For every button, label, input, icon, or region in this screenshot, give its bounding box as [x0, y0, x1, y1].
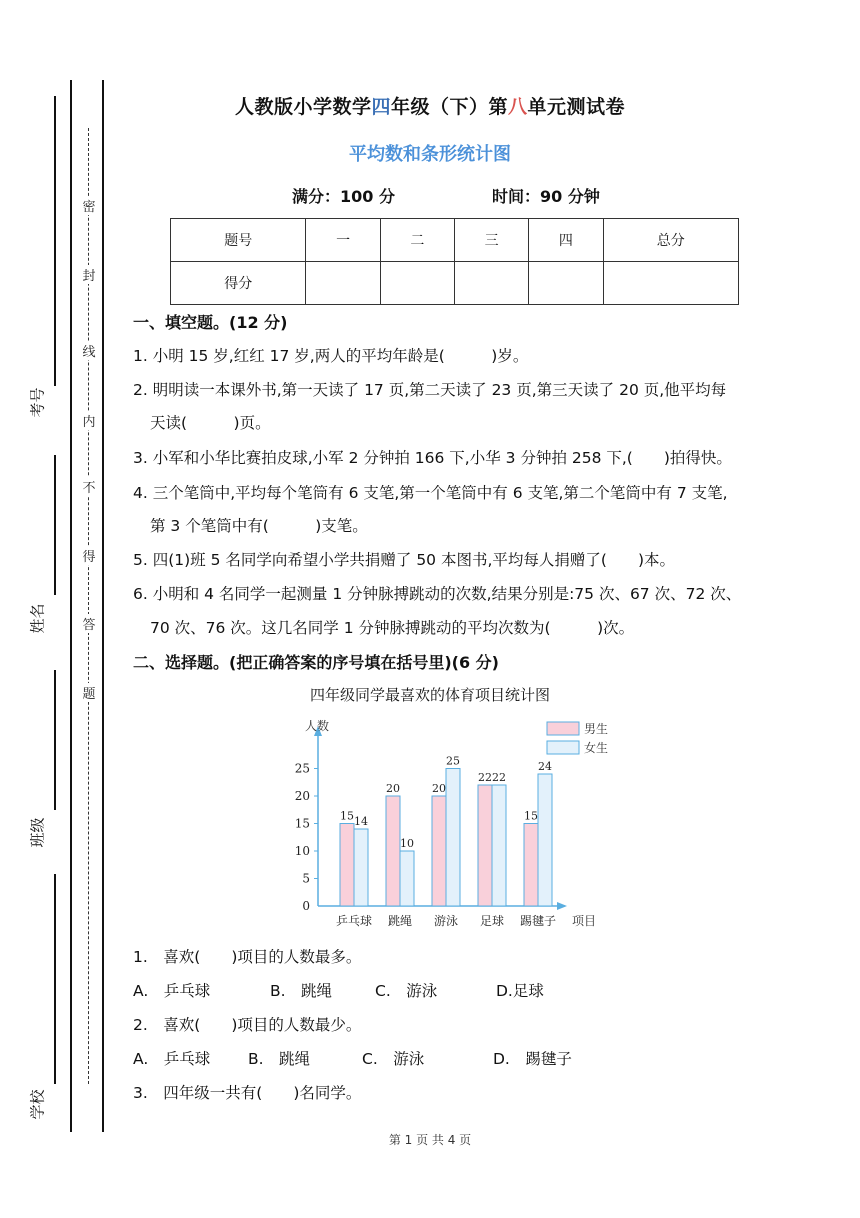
choice-question-2: 2. 喜欢( )项目的人数最少。: [133, 1016, 362, 1034]
choice-question-1: 1. 喜欢( )项目的人数最多。: [133, 948, 362, 966]
bar: [432, 796, 446, 906]
full-score: 满分：100 分: [292, 187, 395, 206]
y-tick-label: 10: [294, 844, 310, 858]
question-3: 3. 小军和小华比赛拍皮球,小军 2 分钟拍 166 下,小华 3 分钟拍 258 下,( )拍得快。: [133, 449, 732, 467]
table-cell: 题号: [171, 219, 306, 262]
y-tick-label: 20: [294, 789, 310, 803]
choice-2-option-b: B. 跳绳: [248, 1050, 311, 1068]
bar-value-label: 14: [354, 815, 368, 828]
question-4: 4. 三个笔筒中,平均每个笔筒有 6 支笔,第一个笔筒中有 6 支笔,第二个笔筒中有 7 支笔,: [133, 484, 728, 502]
score-input-cell[interactable]: [380, 262, 454, 305]
x-axis-label: 项目: [572, 914, 597, 928]
bar: [446, 769, 460, 907]
page-subtitle: 平均数和条形统计图: [349, 144, 511, 165]
bar: [538, 774, 552, 906]
seal-char: 线: [81, 341, 97, 360]
score-input-cell[interactable]: [306, 262, 380, 305]
y-tick-label: 5: [302, 871, 310, 886]
legend-label: 男生: [584, 722, 609, 736]
class-label: 班级: [28, 817, 47, 848]
bar-value-label: 15: [340, 809, 354, 823]
bar: [340, 824, 354, 907]
table-cell: 总分: [603, 219, 739, 262]
choice-1-option-a: A. 乒乓球: [133, 982, 211, 1000]
bar: [478, 785, 492, 906]
section2-heading: 二、选择题。(把正确答案的序号填在括号里)(6 分): [133, 653, 499, 672]
score-table: [170, 218, 739, 305]
chart-title: 四年级同学最喜欢的体育项目统计图: [309, 686, 550, 704]
bar-value-label: 22: [492, 771, 506, 784]
question-2-cont: 天读( )页。: [150, 414, 271, 432]
score-table-header-row: [171, 219, 739, 262]
bar-value-label: 10: [400, 837, 414, 850]
y-tick-label: 25: [294, 761, 310, 776]
x-tick-label: 足球: [479, 914, 505, 928]
choice-1-option-b: B. 跳绳: [270, 982, 333, 1000]
exam-number-label: 考号: [28, 387, 47, 418]
choice-1-option-c: C. 游泳: [375, 982, 438, 1000]
score-input-cell[interactable]: [529, 262, 603, 305]
page-title: [0, 92, 860, 119]
table-cell: 三: [454, 219, 528, 262]
score-table-score-row: [171, 262, 739, 305]
page-footer: 第 1 页 共 4 页: [388, 1133, 472, 1147]
x-tick-label: 游泳: [433, 914, 459, 928]
seal-char: 内: [81, 411, 97, 430]
x-axis-arrow: [557, 902, 567, 910]
seal-char: 密: [81, 196, 97, 215]
bar-value-label: 20: [432, 782, 446, 795]
question-6: 6. 小明和 4 名同学一起测量 1 分钟脉搏跳动的次数,结果分别是:75 次、67 次、72 次、: [133, 585, 742, 603]
choice-question-3: 3. 四年级一共有( )名同学。: [133, 1084, 362, 1102]
table-cell: 得分: [171, 262, 306, 305]
question-4-cont: 第 3 个笔筒中有( )支笔。: [150, 517, 368, 535]
score-input-cell[interactable]: [454, 262, 528, 305]
binding-underline: [54, 455, 56, 595]
section1-heading: 一、填空题。(12 分): [133, 313, 288, 332]
x-tick-label: 踢毽子: [519, 914, 557, 928]
title-text: 人教版小学数学: [234, 96, 372, 118]
bar-value-label: 24: [538, 760, 552, 773]
title-grade: 四: [371, 96, 391, 118]
bar-value-label: 20: [386, 782, 400, 795]
table-cell: 二: [380, 219, 454, 262]
y-axis-label: 人数: [305, 719, 330, 733]
seal-char: 题: [81, 683, 97, 702]
choice-2-option-a: A. 乒乓球: [133, 1050, 211, 1068]
bar: [354, 829, 368, 906]
seal-char: 不: [81, 477, 97, 496]
x-tick-label: 乒乓球: [335, 914, 373, 928]
title-unit: 八: [508, 96, 528, 118]
bar-value-label: 25: [446, 754, 460, 768]
bar: [492, 785, 506, 906]
y-tick-label: 0: [302, 899, 310, 913]
legend-label: 女生: [584, 741, 609, 755]
question-1: 1. 小明 15 岁,红红 17 岁,两人的平均年龄是( )岁。: [133, 347, 529, 365]
x-tick-label: 跳绳: [387, 914, 413, 928]
bar: [524, 824, 538, 907]
question-6-cont: 70 次、76 次。这几名同学 1 分钟脉搏跳动的平均次数为( )次。: [150, 619, 635, 637]
school-label: 学校: [28, 1089, 47, 1120]
legend-swatch: [547, 722, 579, 735]
seal-char: 得: [81, 546, 97, 565]
name-label: 姓名: [28, 603, 47, 634]
seal-char: 答: [81, 614, 97, 633]
bar-value-label: 22: [478, 771, 492, 784]
choice-2-option-c: C. 游泳: [362, 1050, 425, 1068]
title-text: 年级（下）第: [390, 96, 508, 118]
bar: [400, 851, 414, 906]
table-cell: 一: [306, 219, 380, 262]
score-input-cell[interactable]: [603, 262, 739, 305]
choice-1-option-d: D.足球: [496, 982, 544, 1000]
choice-2-option-d: D. 踢毽子: [493, 1050, 572, 1068]
binding-rule-outer: [70, 80, 72, 1132]
table-cell: 四: [529, 219, 603, 262]
legend-swatch: [547, 741, 579, 754]
question-2: 2. 明明读一本课外书,第一天读了 17 页,第二天读了 23 页,第三天读了 20 页,他平均每: [133, 381, 727, 399]
bar-value-label: 15: [524, 809, 538, 823]
bar: [386, 796, 400, 906]
bar-chart: [0, 712, 860, 942]
y-tick-label: 15: [294, 816, 310, 831]
question-5: 5. 四(1)班 5 名同学向希望小学共捐赠了 50 本图书,平均每人捐赠了( )本。: [133, 551, 675, 569]
seal-char: 封: [81, 265, 97, 284]
title-text: 单元测试卷: [527, 96, 626, 118]
binding-rule-inner: [102, 80, 104, 1132]
time-limit: 时间：90 分钟: [492, 187, 600, 206]
